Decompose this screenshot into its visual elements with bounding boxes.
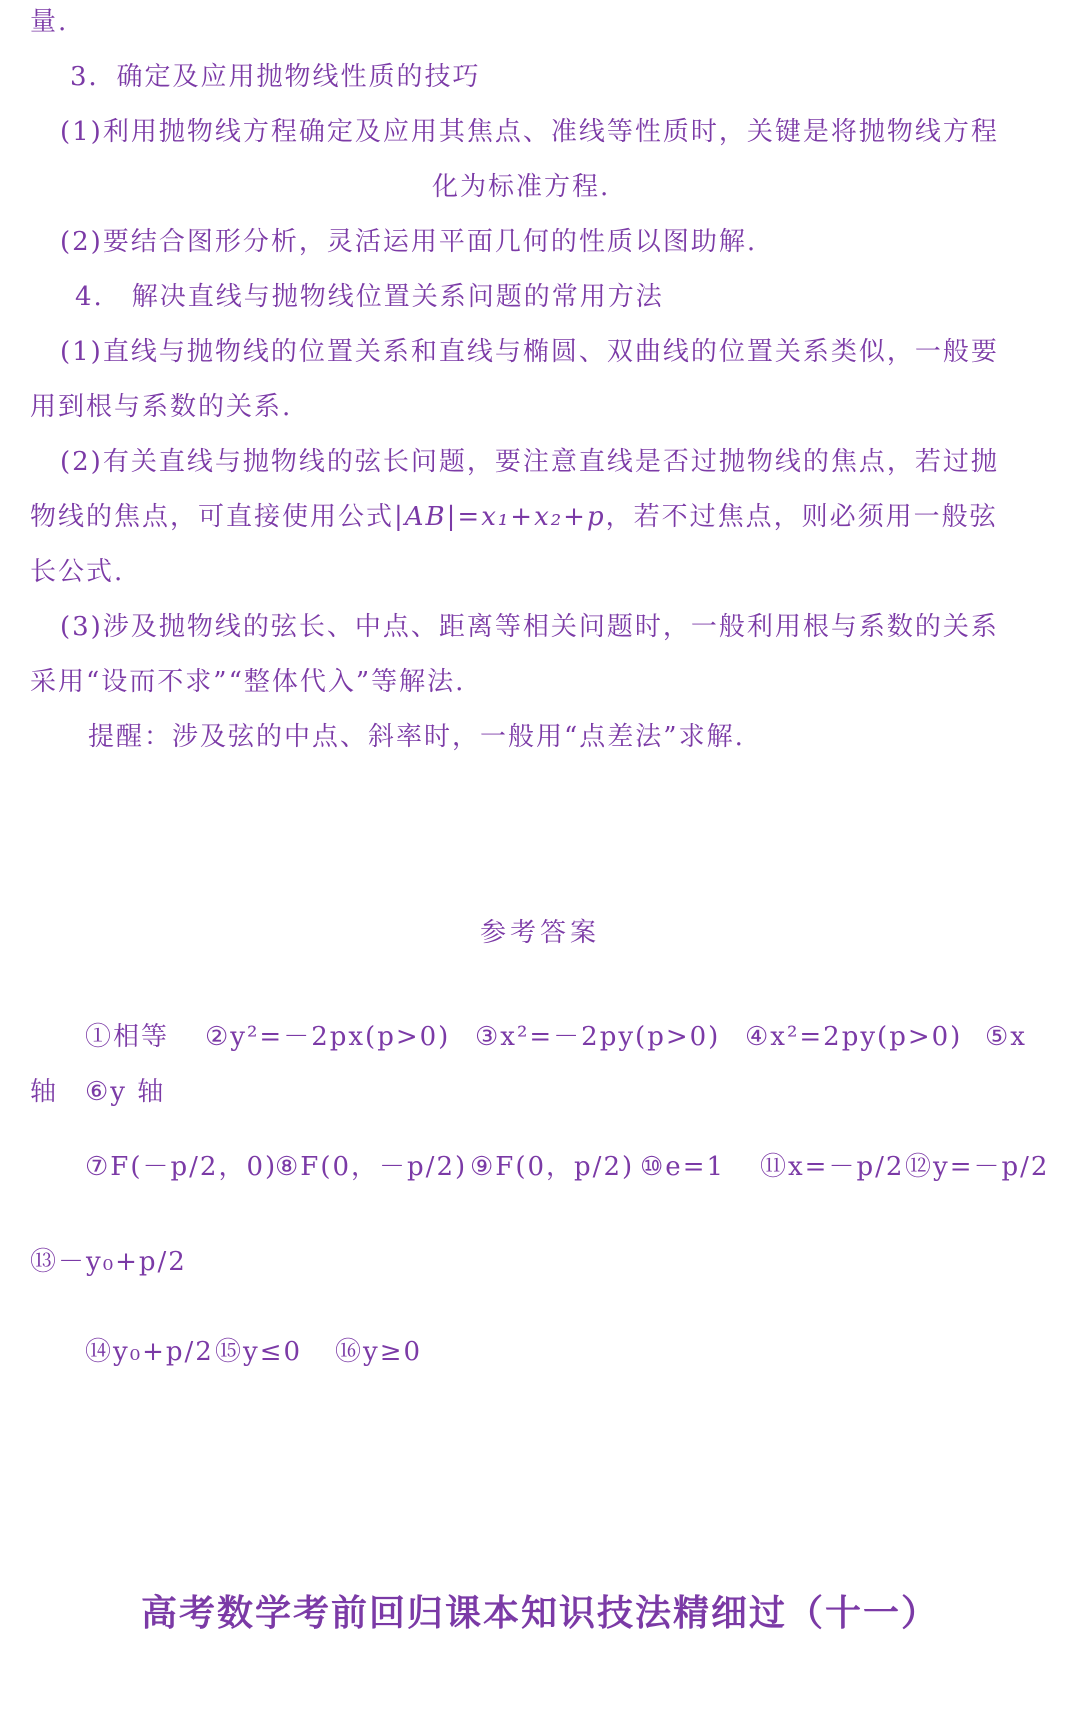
text-line: (3)涉及抛物线的弦长、中点、距离等相关问题时，一般利用根与系数的关系 bbox=[60, 612, 999, 642]
text-line: (2)有关直线与抛物线的弦长问题，要注意直线是否过抛物线的焦点，若过抛 bbox=[60, 447, 999, 477]
section-heading: 4. 解决直线与抛物线位置关系问题的常用方法 bbox=[75, 282, 664, 312]
answer-1: ①相等 bbox=[85, 1022, 170, 1052]
answer-13: ⑬－y₀+p/2 bbox=[30, 1247, 187, 1277]
text-line: (1)直线与抛物线的位置关系和直线与椭圆、双曲线的位置关系类似，一般要 bbox=[60, 337, 999, 367]
section-heading: 3．确定及应用抛物线性质的技巧 bbox=[70, 62, 481, 92]
answer-14: ⑭y₀+p/2 bbox=[85, 1337, 214, 1367]
answer-5: ⑤x bbox=[985, 1022, 1027, 1052]
text-line bbox=[30, 500, 998, 534]
text-segment: ，若不过焦点，则必须用一般弦 bbox=[605, 502, 998, 532]
reminder-line: 提醒：涉及弦的中点、斜率时，一般用“点差法”求解. bbox=[88, 722, 745, 752]
answer-7: ⑦F(－p/2，0) bbox=[85, 1152, 278, 1182]
answer-5-cont: 轴 bbox=[30, 1077, 59, 1107]
formula: |AB|=x₁+x₂+p bbox=[394, 502, 606, 532]
answer-6: ⑥y 轴 bbox=[85, 1077, 166, 1107]
answer-12: ⑫y=－p/2 bbox=[905, 1152, 1050, 1182]
text-line: 用到根与系数的关系. bbox=[30, 392, 293, 422]
text-line: 长公式. bbox=[30, 557, 125, 587]
answer-16: ⑯y≥0 bbox=[335, 1337, 423, 1367]
answer-9: ⑨F(0，p/2) bbox=[470, 1152, 635, 1182]
answer-4: ④x²=2py(p>0) bbox=[745, 1022, 963, 1052]
text-line: (2)要结合图形分析，灵活运用平面几何的性质以图助解. bbox=[60, 227, 758, 257]
answers-heading: 参考答案 bbox=[479, 918, 600, 948]
answer-11: ⑪x=－p/2 bbox=[760, 1152, 905, 1182]
answer-15: ⑮y≤0 bbox=[215, 1337, 303, 1367]
text-line: 化为标准方程. bbox=[432, 172, 611, 202]
answer-3: ③x²=－2py(p>0) bbox=[475, 1022, 721, 1052]
answer-2: ②y²=－2px(p>0) bbox=[205, 1022, 451, 1052]
answer-10: ⑩e=1 bbox=[640, 1152, 726, 1182]
text-line: 量. bbox=[30, 7, 69, 37]
footer-title: 高考数学考前回归课本知识技法精细过（十一） bbox=[140, 1592, 939, 1634]
text-segment: 物线的焦点，可直接使用公式 bbox=[30, 502, 395, 532]
answer-8: ⑧F(0，－p/2) bbox=[275, 1152, 468, 1182]
text-line: 采用“设而不求”“整体代入”等解法. bbox=[30, 667, 466, 697]
text-line: (1)利用抛物线方程确定及应用其焦点、准线等性质时，关键是将抛物线方程 bbox=[60, 117, 999, 147]
